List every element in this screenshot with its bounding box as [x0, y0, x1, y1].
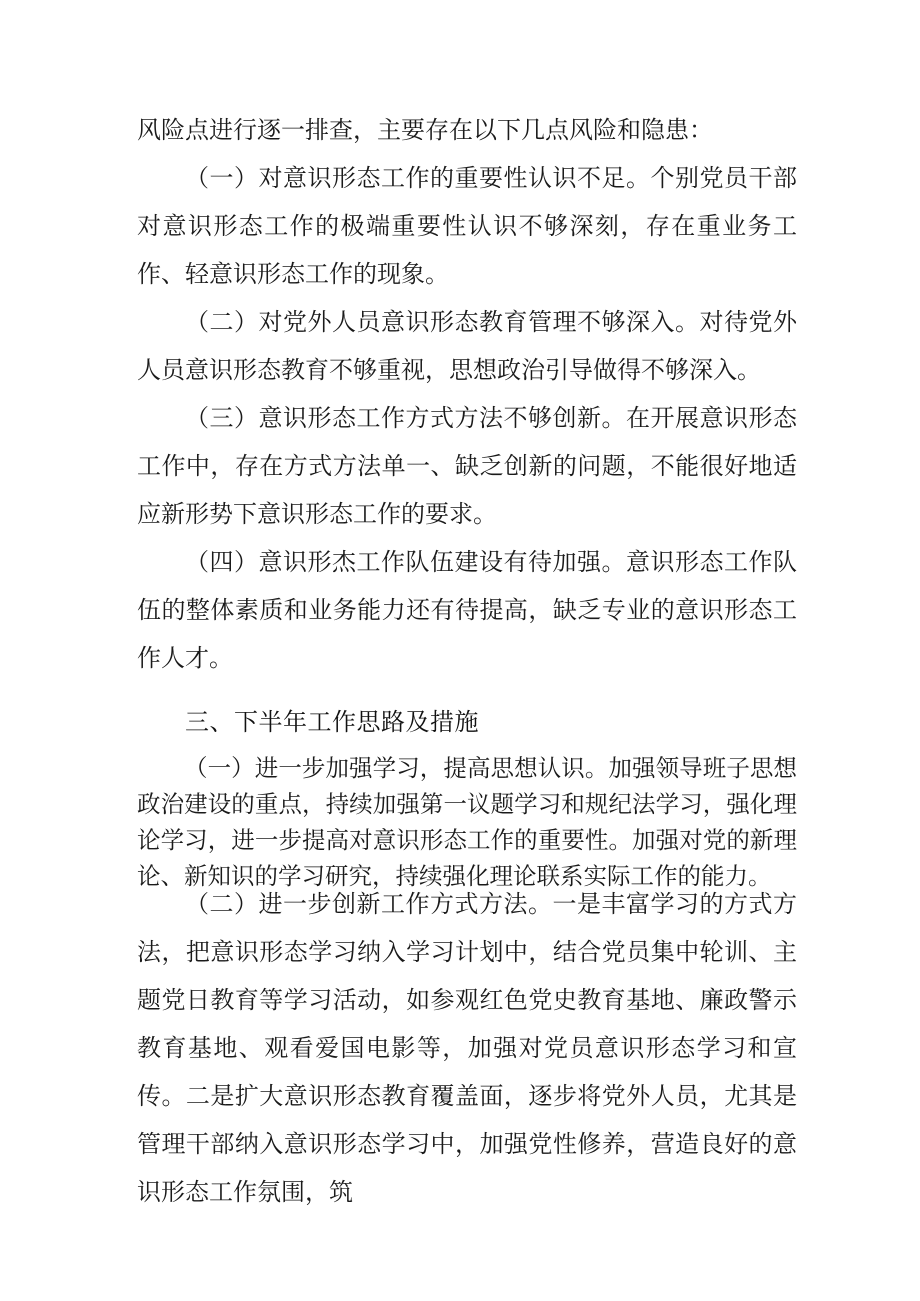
section3-item1-block: [137, 750, 797, 894]
section2-block: [137, 106, 797, 682]
paragraph-risk-2: （二）对党外人员意识形态教育管理不够深入。对待党外人员意识形态教育不够重视，思想政治引导做得不够深入。: [137, 308, 797, 384]
section3-heading: 三、下半年工作思路及措施: [185, 708, 479, 736]
paragraph-risk-1: （一）对意识形态工作的重要性认识不足。个别党员干部对意识形态工作的极端重要性认识不够深刻，存在重业务工作、轻意识形态工作的现象。: [137, 164, 797, 288]
paragraph-risk-3: （三）意识形态工作方式方法不够创新。在开展意识形态工作中，存在方式方法单一、缺乏创新的问题，不能很好地适应新形势下意识形态工作的要求。: [137, 404, 797, 528]
section3-item2-block: [137, 880, 797, 1216]
paragraph-measure-2: （二）进一步创新工作方式方法。一是丰富学习的方式方法，把意识形态学习纳入学习计划中，结合党员集中轮训、主题党日教育等学习活动，如参观红色党史教育基地、廉政警示教育基地、观看爱国电影等，加强对党员意识形态学习和宣传。二是扩大意识形态教育覆盖面，逐步将党外人员，尤其是管理干部纳入意识形态学习中，加强党性修养，营造良好的意识形态工作氛围，筑: [137, 890, 797, 1206]
paragraph-risk-4: （四）意识形杰工作队伍建设有待加强。意识形态工作队伍的整体素质和业务能力还有待提高，缺乏专业的意识形态工作人才。: [137, 548, 797, 672]
paragraph-risk-intro: 风险点进行逐一排查，主要存在以下几点风险和隐患：: [137, 116, 713, 144]
paragraph-measure-1: （一）进一步加强学习，提高思想认识。加强领导班子思想政治建设的重点，持续加强第一议题学习和规纪法学习，强化理论学习，进一步提高对意识形态工作的重要性。加强对党的新理论、新知识的学习研究，持续强化理论联系实际工作的能力。: [137, 754, 797, 890]
